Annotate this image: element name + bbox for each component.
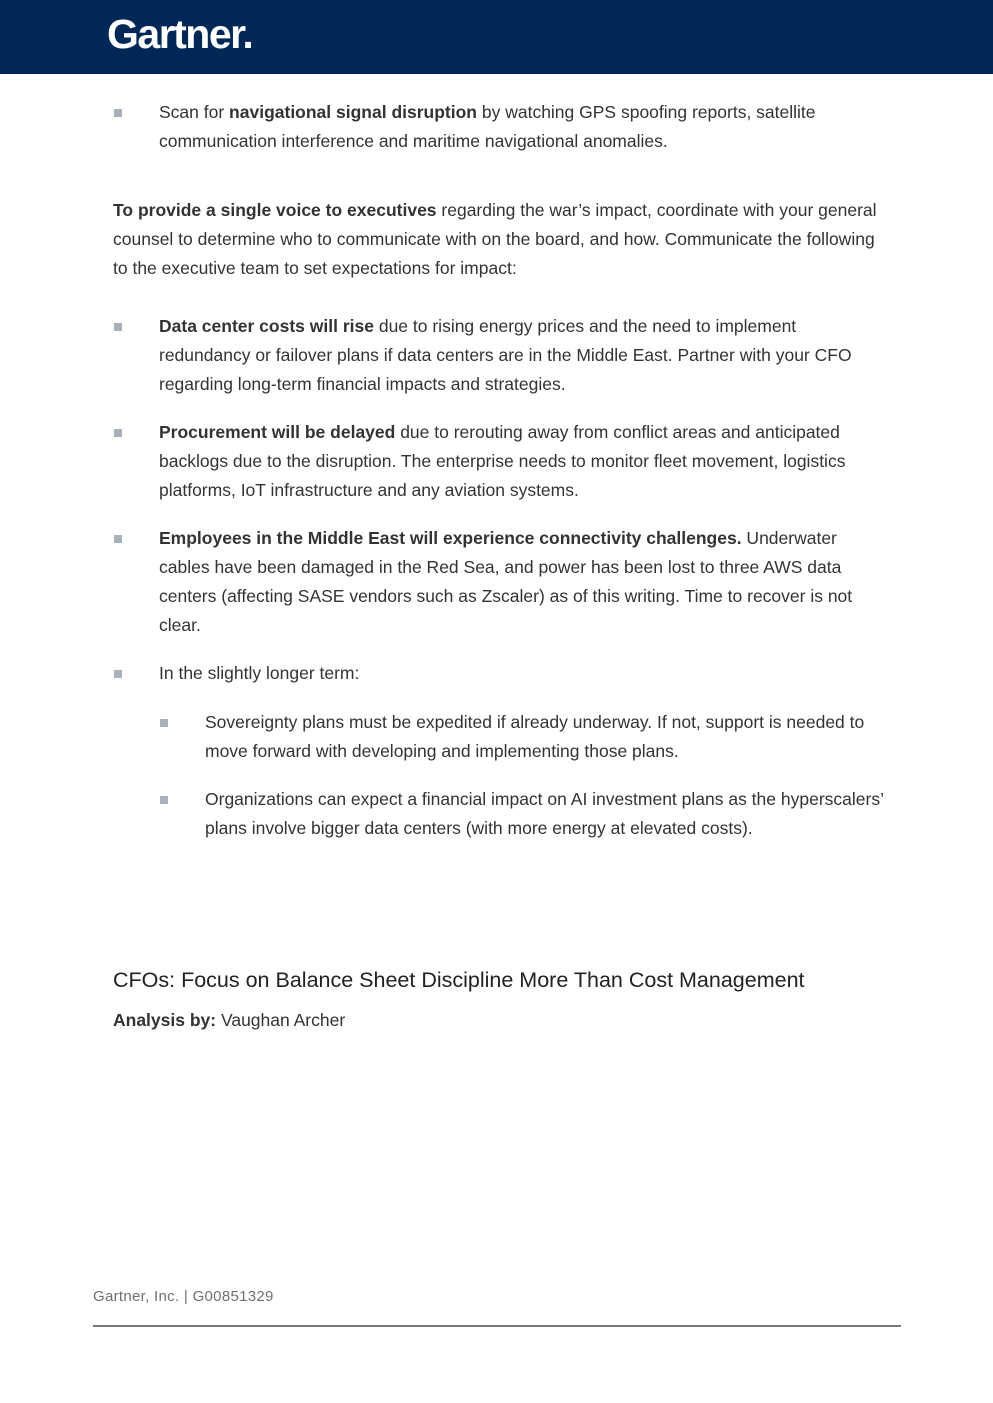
- text: regarding the war’s impact, coordinate with your general counsel to determine who to communicate with on the board, and how. Communicate the following to the executive team to set expectations for impact:: [113, 200, 877, 278]
- list-item: [159, 418, 884, 505]
- section-heading: CFOs: Focus on Balance Sheet Discipline More Than Cost Management: [113, 968, 805, 992]
- bullet-icon: [114, 429, 122, 437]
- list-item: [159, 659, 884, 688]
- text: Organizations can expect a financial impact on AI investment plans as the hyperscalers’ plans involve bigger data centers (with more energy at elevated costs).: [205, 789, 884, 838]
- list-item: [159, 524, 884, 640]
- sub-list-item: [205, 785, 885, 843]
- bold-text: Procurement will be delayed: [159, 422, 396, 442]
- header-bar: [0, 0, 993, 74]
- footer-rule: [93, 1325, 901, 1327]
- bullet-icon: [114, 670, 122, 678]
- bullet-icon: [160, 719, 168, 727]
- text: due to rerouting away from conflict areas and anticipated backlogs due to the disruption. The enterprise needs to monitor fleet movement, logistics platforms, IoT infrastructure and any aviation systems.: [159, 422, 846, 500]
- analysis-byline: [113, 1010, 345, 1031]
- byline-label: Analysis by:: [113, 1010, 217, 1030]
- footer-text: Gartner, Inc. | G00851329: [93, 1288, 274, 1305]
- text: Scan for: [159, 102, 230, 122]
- text: Underwater cables have been damaged in the Red Sea, and power has been lost to three AWS data centers (affecting SASE vendors such as Zscaler) as of this writing. Time to recover is not clear.: [159, 528, 853, 635]
- paragraph: [113, 196, 883, 283]
- list-item: [159, 98, 884, 156]
- bold-text: To provide a single voice to executives: [113, 200, 437, 220]
- bullet-icon: [160, 796, 168, 804]
- bold-text: navigational signal disruption: [229, 102, 477, 122]
- analyst-name: Vaughan Archer: [216, 1010, 346, 1030]
- bullet-icon: [114, 109, 122, 117]
- text: In the slightly longer term:: [159, 663, 360, 683]
- bold-text: Employees in the Middle East will experience connectivity challenges.: [159, 528, 742, 548]
- bullet-icon: [114, 535, 122, 543]
- text: due to rising energy prices and the need to implement redundancy or failover plans if data centers are in the Middle East. Partner with your CFO regarding long-term financial impacts and strategies.: [159, 316, 852, 394]
- bold-text: Data center costs will rise: [159, 316, 374, 336]
- text: Sovereignty plans must be expedited if already underway. If not, support is needed to move forward with developing and implementing those plans.: [205, 712, 865, 761]
- sub-list-item: [205, 708, 885, 766]
- bullet-icon: [114, 323, 122, 331]
- gartner-logo: Gartner.: [107, 11, 253, 57]
- text: by watching GPS spoofing reports, satellite communication interference and maritime navigational anomalies.: [159, 102, 816, 151]
- list-item: [159, 312, 884, 399]
